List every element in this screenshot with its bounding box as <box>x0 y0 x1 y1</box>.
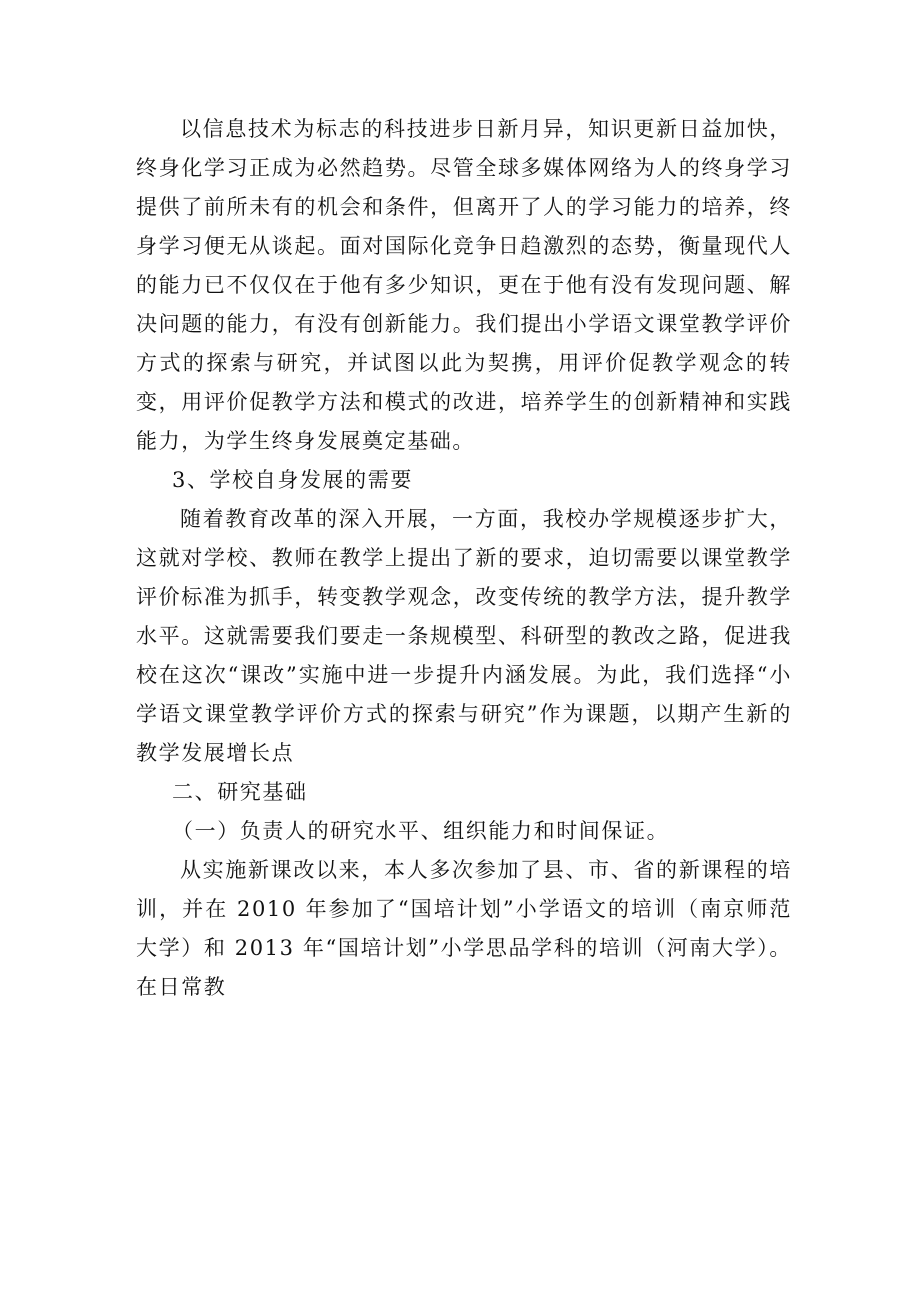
paragraph-school-development: 随着教育改革的深入开展，一方面，我校办学规模逐步扩大，这就对学校、教师在教学上提出了新的要求，迫切需要以课堂教学评价标准为抓手，转变教学观念，改变传统的教学方法，提升教学水平。这就需要我们要走一条规模型、科研型的教改之路，促进我校在这次“课改”实施中进一步提升内涵发展。为此，我们选择“小学语文课堂教学评价方式的探索与研究”作为课题，以期产生新的教学发展增长点 <box>136 507 792 765</box>
document-body <box>136 110 792 1007</box>
section-heading-research-basis: 二、研究基础 <box>172 780 308 804</box>
subheading-leader-ability: （一）负责人的研究水平、组织能力和时间保证。 <box>172 819 670 843</box>
subheading-school-development: 3、学校自身发展的需要 <box>172 468 413 492</box>
paragraph-background-lifelong-learning: 以信息技术为标志的科技进步日新月异，知识更新日益加快，终身化学习正成为必然趋势。尽管全球多媒体网络为人的终身学习提供了前所未有的机会和条件，但离开了人的学习能力的培养，终身学习便无从谈起。面对国际化竞争日趋激烈的态势，衡量现代人的能力已不仅仅在于他有多少知识，更在于他有没有发现问题、解决问题的能力，有没有创新能力。我们提出小学语文课堂教学评价方式的探索与研究，并试图以此为契携，用评价促教学观念的转变，用评价促教学方法和模式的改进，培养学生的创新精神和实践能力，为学生终身发展奠定基础。 <box>136 117 792 453</box>
paragraph-leader-training: 从实施新课改以来，本人多次参加了县、市、省的新课程的培训，并在 2010 年参加了“国培计划”小学语文的培训（南京师范大学）和 2013 年“国培计划”小学思品学科的培训（河南大学）。在日常教 <box>136 858 792 999</box>
